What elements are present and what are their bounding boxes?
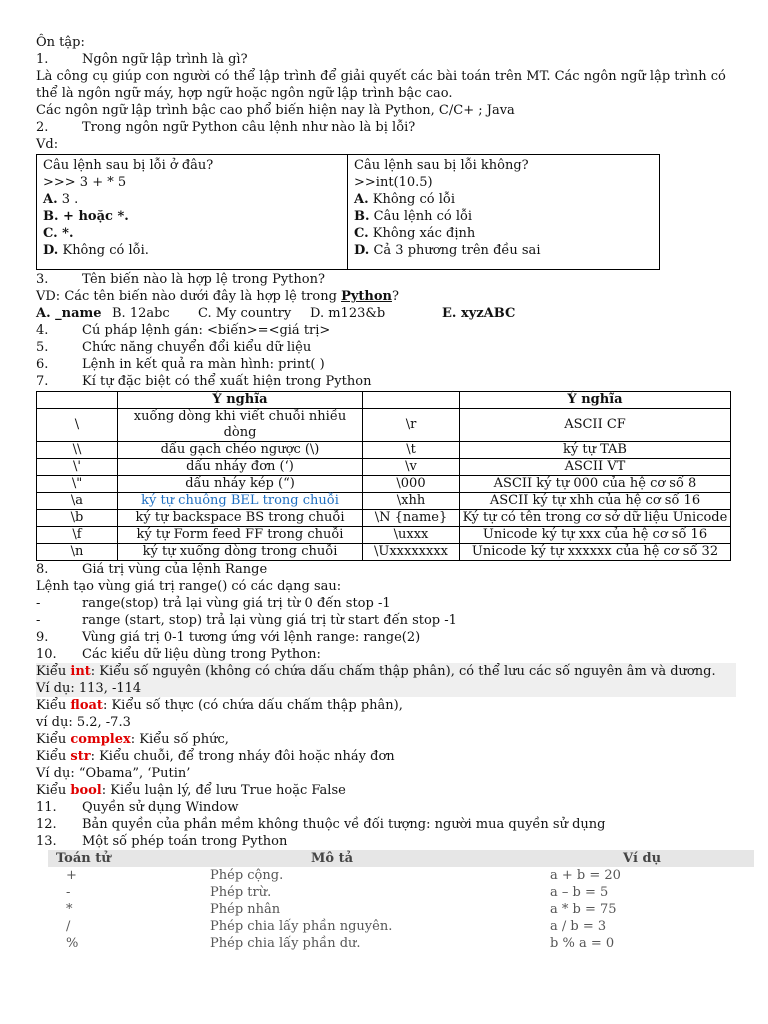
escape-meaning: ký tự xuống dòng trong chuỗi bbox=[118, 544, 363, 561]
question-8: 8. Giá trị vùng của lệnh Range bbox=[36, 562, 268, 577]
escape-code: \ bbox=[37, 409, 118, 442]
escape-code: \\ bbox=[37, 442, 118, 459]
operator-symbol: * bbox=[66, 902, 73, 917]
q1-answer-2: Các ngôn ngữ lập trình bậc cao phổ biến hiện nay là Python, C/C+ ; Java bbox=[36, 103, 515, 118]
escape-table-row bbox=[37, 442, 731, 459]
escape-code: \a bbox=[37, 493, 118, 510]
escape-meaning: ký tự Form feed FF trong chuỗi bbox=[118, 527, 363, 544]
right-option-b: B. Câu lệnh có lỗi bbox=[354, 209, 473, 224]
escape-code: \xhh bbox=[363, 493, 460, 510]
q3-option-d: D. m123&b bbox=[310, 306, 386, 321]
operator-description: Phép chia lấy phần dư. bbox=[210, 936, 361, 951]
q1-answer-1: Là công cụ giúp con người có thể lập trình để giải quyết các bài toán trên MT. Các ngôn ngữ lập trình có thể là ngôn ngữ máy, hợp ngữ hoặc ngôn ngữ lập trình bậc cao. bbox=[36, 69, 726, 101]
escape-code: \r bbox=[363, 409, 460, 442]
q2-number: 2. bbox=[36, 120, 49, 135]
operator-row bbox=[48, 935, 754, 952]
q1-number: 1. bbox=[36, 52, 49, 67]
escape-code: \' bbox=[37, 459, 118, 476]
q1-text: Ngôn ngữ lập trình là gì? bbox=[82, 52, 248, 67]
operator-description: Phép trừ. bbox=[210, 885, 272, 900]
escape-meaning: xuống dòng khi viết chuỗi nhiều dòng bbox=[118, 409, 363, 442]
q3-number: 3. bbox=[36, 272, 49, 287]
escape-table-row bbox=[37, 544, 731, 561]
escape-meaning: ASCII CF bbox=[460, 409, 731, 442]
escape-table-row bbox=[37, 510, 731, 527]
operator-row bbox=[48, 918, 754, 935]
escape-meaning: ký tự backspace BS trong chuỗi bbox=[118, 510, 363, 527]
q3-option-a: A. _name bbox=[36, 306, 102, 321]
escape-meaning: Unicode ký tự xxxxxx của hệ cơ số 32 bbox=[460, 544, 731, 561]
operator-example: a / b = 3 bbox=[550, 919, 607, 934]
type-complex: Kiểu complex: Kiểu số phức, bbox=[36, 732, 229, 747]
right-option-d: D. Cả 3 phương trên đều sai bbox=[354, 243, 541, 258]
operator-symbol: / bbox=[66, 919, 71, 934]
escape-table-row bbox=[37, 476, 731, 493]
escape-meaning: ASCII VT bbox=[460, 459, 731, 476]
operator-description: Phép nhân bbox=[210, 902, 281, 917]
question-1 bbox=[36, 51, 736, 68]
escape-code: \v bbox=[363, 459, 460, 476]
escape-code: \" bbox=[37, 476, 118, 493]
operator-example: a + b = 20 bbox=[550, 868, 621, 883]
escape-code: \Uxxxxxxxx bbox=[363, 544, 460, 561]
q3-text: Tên biến nào là hợp lệ trong Python? bbox=[82, 272, 325, 287]
type-float-example: ví dụ: 5.2, -7.3 bbox=[36, 715, 131, 730]
q3-options bbox=[36, 305, 736, 322]
left-option-c: C. *. bbox=[43, 226, 74, 241]
operator-symbol: - bbox=[66, 885, 71, 900]
escape-meaning: ký tự chuông BEL trong chuỗi bbox=[118, 493, 363, 510]
escape-characters-table bbox=[36, 391, 731, 561]
escape-meaning: Ký tự có tên trong cơ sở dữ liệu Unicode bbox=[460, 510, 731, 527]
q8-bullet-2: - range (start, stop) trả lại vùng giá trị từ start đến stop -1 bbox=[36, 613, 457, 628]
escape-table-row bbox=[37, 459, 731, 476]
operator-example: a * b = 75 bbox=[550, 902, 617, 917]
escape-table-row bbox=[37, 527, 731, 544]
escape-code: \b bbox=[37, 510, 118, 527]
vd-label: Vd: bbox=[36, 137, 59, 152]
escape-table-row bbox=[37, 493, 731, 510]
q8-intro: Lệnh tạo vùng giá trị range() có các dạng sau: bbox=[36, 579, 342, 594]
q2-text: Trong ngôn ngữ Python câu lệnh như nào là bị lỗi? bbox=[82, 120, 416, 135]
escape-meaning: Unicode ký tự xxx của hệ cơ số 16 bbox=[460, 527, 731, 544]
q2-right-cell bbox=[348, 155, 660, 270]
right-code: >>int(10.5) bbox=[354, 175, 433, 190]
escape-meaning: ký tự TAB bbox=[460, 442, 731, 459]
operators-table-header: Toán tử Mô tả Ví dụ bbox=[48, 850, 754, 867]
operators-table bbox=[48, 850, 754, 952]
document-page bbox=[36, 34, 736, 952]
escape-meaning: dấu gạch chéo ngược (\) bbox=[118, 442, 363, 459]
operator-symbol: % bbox=[66, 936, 79, 951]
left-code: >>> 3 + * 5 bbox=[43, 175, 127, 190]
escape-meaning: dấu nháy đơn (‘) bbox=[118, 459, 363, 476]
left-question: Câu lệnh sau bị lỗi ở đâu? bbox=[43, 158, 214, 173]
escape-meaning: dấu nháy kép (“) bbox=[118, 476, 363, 493]
escape-code: \f bbox=[37, 527, 118, 544]
question-11: 11. Quyền sử dụng Window bbox=[36, 800, 239, 815]
escape-table-row bbox=[37, 409, 731, 442]
right-question: Câu lệnh sau bị lỗi không? bbox=[354, 158, 529, 173]
left-option-d: D. Không có lỗi. bbox=[43, 243, 149, 258]
q3-option-b: B. 12abc bbox=[112, 306, 170, 321]
operator-example: a – b = 5 bbox=[550, 885, 609, 900]
operator-symbol: + bbox=[66, 868, 77, 883]
question-13: 13. Một số phép toán trong Python bbox=[36, 834, 288, 849]
operator-description: Phép chia lấy phần nguyên. bbox=[210, 919, 393, 934]
question-12: 12. Bản quyền của phần mềm không thuộc về đối tượng: người mua quyền sử dụng bbox=[36, 817, 606, 832]
question-9: 9. Vùng giá trị 0-1 tương ứng với lệnh range: range(2) bbox=[36, 630, 421, 645]
type-str-example: Ví dụ: “Obama”, ‘Putin’ bbox=[36, 766, 191, 781]
escape-meaning: ASCII ký tự xhh của hệ cơ số 16 bbox=[460, 493, 731, 510]
escape-meaning: ASCII ký tự 000 của hệ cơ số 8 bbox=[460, 476, 731, 493]
question-10: 10. Các kiểu dữ liệu dùng trong Python: bbox=[36, 647, 321, 662]
type-int-example: Ví dụ: 113, -114 bbox=[36, 680, 736, 697]
escape-table-header: Ý nghĩa Ý nghĩa bbox=[37, 392, 731, 409]
q3-example: VD: Các tên biến nào dưới đây là hợp lệ trong Python? bbox=[36, 289, 399, 304]
question-7: 7. Kí tự đặc biệt có thể xuất hiện trong Python bbox=[36, 374, 372, 389]
left-option-a: A. 3 . bbox=[43, 192, 79, 207]
operator-row bbox=[48, 867, 754, 884]
left-option-b: B. + hoặc *. bbox=[43, 209, 129, 224]
question-3 bbox=[36, 271, 736, 288]
q8-bullet-1: - range(stop) trả lại vùng giá trị từ 0 đến stop -1 bbox=[36, 596, 391, 611]
escape-code: \uxxx bbox=[363, 527, 460, 544]
question-5: 5. Chức năng chuyển đổi kiểu dữ liệu bbox=[36, 340, 312, 355]
operator-description: Phép cộng. bbox=[210, 868, 284, 883]
question-2 bbox=[36, 119, 736, 136]
q2-example-table bbox=[36, 154, 660, 270]
q2-left-cell bbox=[37, 155, 348, 270]
type-str: Kiểu str: Kiểu chuỗi, để trong nháy đôi hoặc nháy đơn bbox=[36, 749, 395, 764]
right-option-a: A. Không có lỗi bbox=[354, 192, 456, 207]
type-int: Kiểu int: Kiểu số nguyên (không có chứa dấu chấm thập phân), có thể lưu các số nguyên âm và dương. bbox=[36, 663, 736, 680]
type-bool: Kiểu bool: Kiểu luận lý, để lưu True hoặc False bbox=[36, 783, 346, 798]
question-6: 6. Lệnh in kết quả ra màn hình: print( ) bbox=[36, 357, 325, 372]
q3-option-e: E. xyzABC bbox=[442, 306, 516, 321]
operator-example: b % a = 0 bbox=[550, 936, 615, 951]
operator-row bbox=[48, 884, 754, 901]
question-4: 4. Cú pháp lệnh gán: <biến>=<giá trị> bbox=[36, 323, 331, 338]
page-title: Ôn tập: bbox=[36, 35, 85, 50]
right-option-c: C. Không xác định bbox=[354, 226, 476, 241]
q3-option-c: C. My country bbox=[198, 306, 292, 321]
operator-row bbox=[48, 901, 754, 918]
escape-code: \t bbox=[363, 442, 460, 459]
escape-code: \N {name} bbox=[363, 510, 460, 527]
escape-code: \000 bbox=[363, 476, 460, 493]
type-float: Kiểu float: Kiểu số thực (có chứa dấu chấm thập phân), bbox=[36, 698, 403, 713]
escape-code: \n bbox=[37, 544, 118, 561]
